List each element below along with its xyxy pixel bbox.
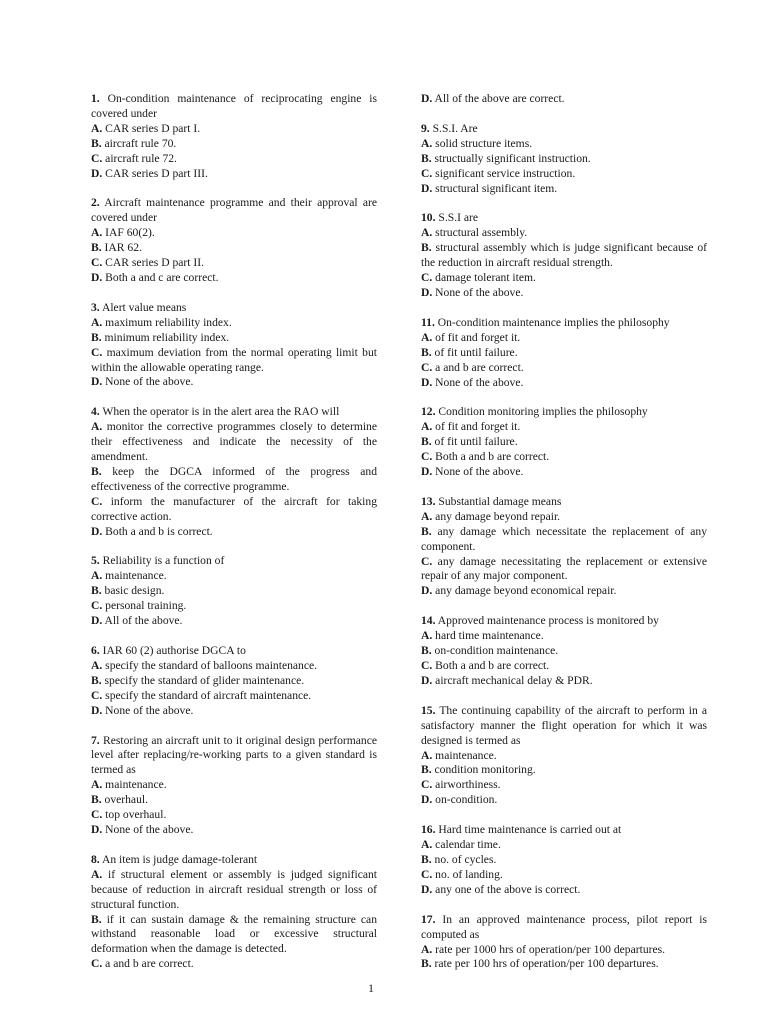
option-letter: D. (91, 524, 103, 538)
option-text: All of the above. (102, 614, 183, 628)
answer-option (91, 823, 377, 838)
option-text: calendar time. (432, 838, 501, 852)
answer-option (421, 525, 707, 555)
answer-option (421, 674, 707, 689)
option-text: keep the DGCA informed of the progress and effectiveness of the corrective programme. (91, 464, 377, 493)
option-text: Both a and b is correct. (102, 524, 213, 538)
question-stem (421, 316, 707, 331)
option-text: damage tolerant item. (432, 271, 536, 285)
question-number: 11. (421, 315, 435, 329)
answer-option (421, 853, 707, 868)
answer-option (421, 659, 707, 674)
option-letter: C. (91, 345, 103, 359)
question-text: Reliability is a function of (99, 554, 225, 568)
option-text: None of the above. (432, 465, 524, 479)
question-stem (421, 823, 707, 838)
option-letter: B. (421, 241, 432, 255)
option-letter: A. (91, 315, 103, 329)
question-number: 12. (421, 405, 436, 419)
right-column (421, 92, 707, 987)
question-block (91, 301, 377, 390)
question-stem (91, 734, 377, 779)
option-text: any one of the above is correct. (432, 882, 581, 896)
option-letter: B. (91, 464, 102, 478)
option-text: a and b are correct. (432, 360, 524, 374)
option-text: None of the above. (102, 822, 194, 836)
option-text: Both a and c are correct. (102, 270, 219, 284)
option-letter: A. (421, 838, 433, 852)
answer-option (91, 778, 377, 793)
option-letter: D. (421, 584, 433, 598)
answer-option (421, 510, 707, 525)
question-block (421, 704, 707, 808)
answer-option (421, 883, 707, 898)
answer-option (421, 271, 707, 286)
option-letter: D. (91, 166, 103, 180)
page-number: 1 (368, 981, 374, 995)
option-letter: B. (421, 151, 432, 165)
question-block (421, 405, 707, 480)
question-text: An item is judge damage-tolerant (99, 852, 258, 866)
answer-option (421, 167, 707, 182)
option-letter: D. (91, 375, 103, 389)
option-text: structural assembly which is judge significant because of the reduction in aircraft residual strength. (421, 241, 707, 270)
question-stem (91, 644, 377, 659)
option-letter: D. (421, 285, 433, 299)
option-text: no. of landing. (432, 867, 503, 881)
question-block (91, 92, 377, 181)
question-text: Substantial damage means (435, 494, 562, 508)
option-text: solid structure items. (432, 136, 533, 150)
option-letter: C. (91, 151, 103, 165)
question-block (421, 495, 707, 599)
answer-option (91, 599, 377, 614)
option-text: maximum deviation from the normal operating limit but within the allowable operating range. (91, 345, 377, 374)
option-letter: A. (91, 226, 103, 240)
question-block (91, 853, 377, 972)
answer-option (91, 152, 377, 167)
option-text: IAF 60(2). (102, 226, 155, 240)
answer-option (421, 763, 707, 778)
answer-option (421, 644, 707, 659)
option-text: hard time maintenance. (432, 629, 544, 643)
option-text: of fit and forget it. (432, 420, 521, 434)
question-text: Condition monitoring implies the philosophy (435, 405, 648, 419)
question-number: 9. (421, 121, 430, 135)
answer-option (91, 122, 377, 137)
option-text: maintenance. (432, 748, 497, 762)
answer-option (421, 331, 707, 346)
answer-option (91, 793, 377, 808)
option-letter: C. (421, 778, 433, 792)
answer-option (421, 778, 707, 793)
option-text: structural significant item. (432, 181, 558, 195)
answer-option (91, 495, 377, 525)
answer-option (421, 226, 707, 241)
question-block (91, 644, 377, 719)
question-number: 2. (91, 196, 100, 210)
answer-option (421, 435, 707, 450)
option-letter: D. (421, 673, 433, 687)
answer-option (421, 361, 707, 376)
option-text: specify the standard of glider maintenance. (101, 673, 305, 687)
question-stem (421, 913, 707, 943)
option-letter: C. (421, 360, 433, 374)
question-number: 14. (421, 614, 436, 628)
option-letter: D. (421, 465, 433, 479)
answer-option (421, 286, 707, 301)
question-block (421, 122, 707, 197)
option-text: minimum reliability index. (101, 330, 230, 344)
question-text: S.S.I are (435, 211, 479, 225)
option-letter: A. (421, 136, 433, 150)
option-letter: A. (91, 867, 103, 881)
option-letter: A. (91, 658, 103, 672)
answer-option (91, 584, 377, 599)
option-letter: D. (91, 614, 103, 628)
answer-option (421, 450, 707, 465)
option-text: airworthiness. (432, 778, 501, 792)
answer-option (421, 584, 707, 599)
question-block (91, 734, 377, 838)
option-letter: D. (421, 882, 433, 896)
option-letter: C. (421, 166, 433, 180)
option-text: None of the above. (432, 375, 524, 389)
answer-option (91, 375, 377, 390)
answer-option (91, 868, 377, 913)
question-text: Approved maintenance process is monitored by (435, 614, 659, 628)
answer-option (421, 555, 707, 585)
option-text: any damage beyond economical repair. (432, 584, 617, 598)
answer-option (91, 689, 377, 704)
option-letter: B. (91, 673, 102, 687)
option-letter: D. (421, 793, 433, 807)
question-block (421, 614, 707, 689)
option-letter: C. (421, 659, 433, 672)
option-letter: A. (421, 226, 433, 240)
question-stem (91, 301, 377, 316)
question-text: On-condition maintenance implies the philosophy (434, 315, 670, 329)
option-letter: C. (421, 554, 433, 568)
question-text: Restoring an aircraft unit to it original design performance level after replacing/re-working parts to a given standard is termed as (91, 733, 377, 777)
option-text: no. of cycles. (431, 852, 497, 866)
option-letter: C. (421, 271, 433, 285)
question-stem (91, 853, 377, 868)
question-stem (91, 405, 377, 420)
option-text: on-condition maintenance. (431, 644, 559, 658)
option-letter: B. (421, 957, 432, 971)
question-number: 8. (91, 852, 100, 866)
option-letter: D. (421, 181, 433, 195)
option-letter: A. (421, 629, 433, 643)
option-text: All of the above are correct. (432, 92, 565, 105)
option-letter: A. (421, 420, 433, 434)
option-text: rate per 100 hrs of operation/per 100 departures. (431, 957, 659, 971)
answer-option (91, 525, 377, 540)
answer-option (421, 376, 707, 391)
answer-option (91, 256, 377, 271)
answer-option (91, 137, 377, 152)
question-text: When the operator is in the alert area the RAO will (99, 405, 340, 419)
question-block (91, 554, 377, 629)
question-stem (91, 196, 377, 226)
answer-option (91, 659, 377, 674)
option-letter: B. (421, 524, 432, 538)
option-letter: B. (421, 435, 432, 449)
option-text: of fit and forget it. (432, 330, 521, 344)
question-block (91, 405, 377, 539)
option-text: aircraft mechanical delay & PDR. (432, 673, 593, 687)
answer-option (91, 569, 377, 584)
answer-option (91, 420, 377, 465)
option-letter: C. (91, 599, 103, 613)
answer-option (421, 749, 707, 764)
option-letter: B. (91, 330, 102, 344)
question-stem (421, 495, 707, 510)
option-text: Both a and b are correct. (432, 659, 550, 672)
answer-option (91, 331, 377, 346)
answer-option (91, 465, 377, 495)
answer-option (91, 167, 377, 182)
option-letter: C. (91, 688, 103, 702)
option-letter: B. (421, 852, 432, 866)
option-letter: B. (91, 241, 102, 255)
option-text: significant service instruction. (432, 166, 576, 180)
question-number: 7. (91, 733, 100, 747)
option-letter: A. (91, 778, 103, 792)
question-number: 3. (91, 300, 100, 314)
question-number: 13. (421, 494, 436, 508)
answer-option (421, 629, 707, 644)
option-letter: C. (421, 867, 433, 881)
question-stem (421, 704, 707, 749)
option-letter: A. (421, 942, 433, 956)
option-text: IAR 62. (101, 241, 142, 255)
option-text: of fit until failure. (431, 345, 518, 359)
option-letter: B. (421, 644, 432, 658)
answer-option (91, 346, 377, 376)
question-number: 1. (91, 92, 100, 105)
option-text: aircraft rule 72. (102, 151, 177, 165)
question-number: 4. (91, 405, 100, 419)
question-stem (421, 211, 707, 226)
answer-option (421, 241, 707, 271)
question-text: The continuing capability of the aircraft to perform in a satisfactory manner the flight operation for which it was designed is termed as (421, 703, 707, 747)
answer-option (421, 793, 707, 808)
answer-option (421, 137, 707, 152)
question-text: S.S.I. Are (429, 121, 478, 135)
option-letter: B. (91, 793, 102, 807)
option-letter: C. (91, 494, 103, 508)
answer-option (421, 152, 707, 167)
question-number: 6. (91, 644, 100, 657)
option-text: structural assembly. (432, 226, 528, 240)
option-text: None of the above. (102, 703, 194, 717)
option-text: rate per 1000 hrs of operation/per 100 departures. (432, 942, 666, 956)
option-text: maintenance. (102, 778, 167, 792)
option-text: None of the above. (102, 375, 194, 389)
option-letter: C. (91, 256, 103, 270)
option-text: any damage beyond repair. (432, 509, 561, 523)
option-text: a and b are correct. (102, 957, 194, 971)
option-text: specify the standard of aircraft maintenance. (102, 688, 312, 702)
option-text: inform the manufacturer of the aircraft for taking corrective action. (91, 494, 377, 523)
option-text: aircraft rule 70. (101, 136, 177, 150)
option-letter: B. (421, 345, 432, 359)
answer-option (91, 316, 377, 331)
option-letter: D. (91, 270, 103, 284)
question-block (421, 913, 707, 973)
option-letter: B. (91, 136, 102, 150)
answer-option (421, 868, 707, 883)
question-number: 15. (421, 703, 436, 717)
question-block (421, 211, 707, 300)
question-block (421, 823, 707, 898)
continued-option (421, 92, 707, 107)
option-text: None of the above. (432, 285, 524, 299)
option-text: CAR series D part II. (102, 256, 205, 270)
option-letter: C. (421, 450, 433, 464)
answer-option (421, 346, 707, 361)
option-text: CAR series D part I. (102, 121, 201, 135)
answer-option (421, 465, 707, 480)
question-number: 10. (421, 211, 436, 225)
answer-option (91, 226, 377, 241)
question-stem (91, 554, 377, 569)
question-stem (91, 92, 377, 122)
option-text: if structural element or assembly is judged significant because of reduction in aircraft residual strength or loss of structural function. (91, 867, 377, 911)
left-column (91, 92, 377, 987)
answer-option (421, 182, 707, 197)
option-text: structually significant instruction. (431, 151, 591, 165)
option-text: basic design. (101, 584, 165, 598)
option-text: specify the standard of balloons maintenance. (102, 658, 318, 672)
answer-option (421, 420, 707, 435)
option-letter: A. (91, 569, 103, 583)
option-letter: A. (421, 748, 433, 762)
answer-option (421, 943, 707, 958)
option-text: on-condition. (432, 793, 498, 807)
option-text: of fit until failure. (431, 435, 518, 449)
answer-option (91, 614, 377, 629)
question-text: On-condition maintenance of reciprocating engine is covered under (91, 92, 377, 120)
question-text: Hard time maintenance is carried out at (435, 823, 622, 837)
option-text: monitor the corrective programmes closely to determine their effectiveness and indicate the necessity of the amendment. (91, 420, 377, 464)
option-text: top overhaul. (102, 808, 167, 822)
option-letter: A. (421, 330, 433, 344)
option-text: maximum reliability index. (102, 315, 232, 329)
question-stem (421, 122, 707, 137)
question-text: Aircraft maintenance programme and their approval are covered under (91, 196, 377, 225)
option-letter: A. (421, 509, 433, 523)
question-number: 5. (91, 554, 100, 568)
question-stem (421, 405, 707, 420)
question-stem (421, 614, 707, 629)
answer-option (421, 957, 707, 972)
option-letter: B. (91, 912, 102, 926)
option-letter: D. (421, 92, 433, 105)
option-letter: C. (91, 808, 103, 822)
question-block (421, 316, 707, 391)
question-text: In an approved maintenance process, pilot report is computed as (421, 912, 707, 941)
answer-option (91, 241, 377, 256)
answer-option (421, 838, 707, 853)
option-letter: D. (421, 375, 433, 389)
option-letter: A. (91, 420, 103, 434)
option-letter: A. (91, 121, 103, 135)
option-text: Both a and b are correct. (432, 450, 550, 464)
option-letter: B. (421, 763, 432, 777)
question-text: IAR 60 (2) authorise DGCA to (99, 644, 246, 657)
option-text: any damage necessitating the replacement or extensive repair of any major component. (421, 554, 707, 583)
option-letter: B. (91, 584, 102, 598)
option-text: condition monitoring. (431, 763, 536, 777)
option-text: any damage which necessitate the replacement of any component. (421, 524, 707, 553)
option-letter: D. (91, 703, 103, 717)
answer-option (91, 808, 377, 823)
question-block (91, 196, 377, 285)
answer-option (91, 674, 377, 689)
question-number: 17. (421, 912, 436, 926)
option-text: if it can sustain damage & the remaining structure can withstand reasonable load or excessive structural deformation when the damage is detected. (91, 912, 377, 956)
answer-option (91, 957, 377, 972)
option-text: maintenance. (102, 569, 167, 583)
option-text: overhaul. (101, 793, 148, 807)
option-letter: D. (91, 822, 103, 836)
option-letter: C. (91, 957, 103, 971)
answer-option (91, 913, 377, 958)
answer-option (91, 704, 377, 719)
question-text: Alert value means (99, 300, 187, 314)
question-number: 16. (421, 823, 436, 837)
option-text: CAR series D part III. (102, 166, 208, 180)
option-text: personal training. (102, 599, 187, 613)
answer-option (91, 271, 377, 286)
